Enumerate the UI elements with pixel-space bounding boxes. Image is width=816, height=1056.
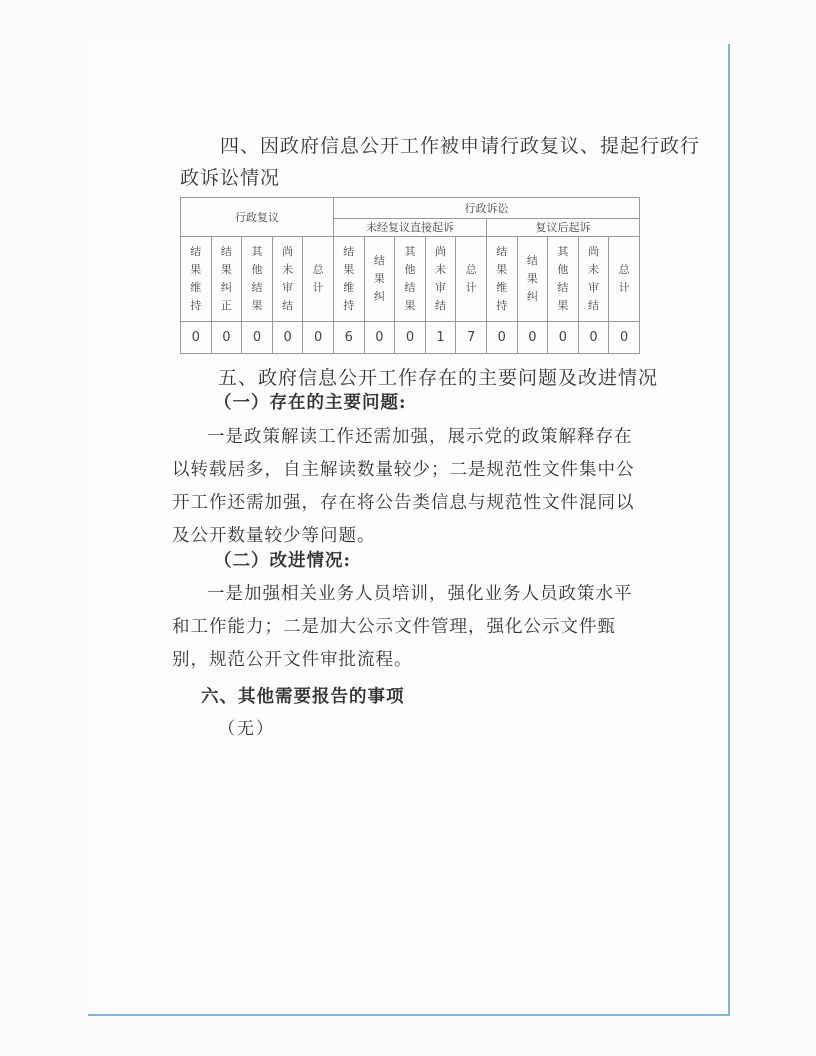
col-header: 结果维持 [333, 237, 364, 322]
section5-title: 五、政府信息公开工作存在的主要问题及改进情况 [218, 367, 659, 389]
table-cell: 0 [272, 321, 303, 353]
section6-content: （无） [218, 719, 275, 739]
header-admin-litigation: 行政诉讼 [333, 198, 639, 219]
table-cell: 0 [548, 321, 579, 353]
section4-title-line1: 四、因政府信息公开工作被申请行政复议、提起行政行 [220, 135, 701, 157]
table-cell: 7 [456, 321, 487, 353]
section5-para1: 一是政策解读工作还需加强，展示党的政策解释存在以转载居多，自主解读数量较少；二是规范性文件集中公开工作还需加强，存在将公告类信息与规范性文件混同以及公开数量较少等问题。 [172, 427, 635, 546]
table-cell: 0 [303, 321, 334, 353]
header-direct-suit: 未经复议直接起诉 [333, 218, 486, 237]
table-cell: 0 [242, 321, 273, 353]
col-header: 结果维持 [181, 237, 212, 322]
table-cell: 0 [578, 321, 609, 353]
table-cell: 0 [364, 321, 395, 353]
col-header: 总计 [456, 237, 487, 322]
section5-sub2: （二）改进情况: [214, 551, 351, 571]
section6-title: 六、其他需要报告的事项 [201, 687, 405, 707]
col-header: 结果纠 [517, 237, 548, 322]
section5-para2: 一是加强相关业务人员培训，强化业务人员政策水平和工作能力；二是加大公示文件管理，强化公示文件甄别，规范公开文件审批流程。 [172, 584, 633, 670]
table-cell: 6 [333, 321, 364, 353]
table-cell: 0 [609, 321, 640, 353]
section4-title-line2: 政诉讼情况 [180, 167, 281, 189]
col-header: 结果维持 [486, 237, 517, 322]
table-cell: 0 [181, 321, 212, 353]
table-cell: 0 [486, 321, 517, 353]
col-header: 总计 [609, 237, 640, 322]
litigation-table [180, 197, 640, 354]
col-header: 总计 [303, 237, 334, 322]
table-cell: 1 [425, 321, 456, 353]
table-cell: 0 [211, 321, 242, 353]
col-header: 尚未审结 [272, 237, 303, 322]
table-cell: 0 [517, 321, 548, 353]
col-header: 其他结果 [548, 237, 579, 322]
header-admin-review: 行政复议 [181, 198, 334, 237]
col-header: 其他结果 [395, 237, 426, 322]
table-cell: 0 [395, 321, 426, 353]
col-header: 结果纠正 [211, 237, 242, 322]
col-header: 尚未审结 [578, 237, 609, 322]
section5-sub1: （一）存在的主要问题: [214, 393, 407, 413]
col-header: 其他结果 [242, 237, 273, 322]
header-suit-after-review: 复议后起诉 [486, 218, 639, 237]
col-header: 结果纠 [364, 237, 395, 322]
col-header: 尚未审结 [425, 237, 456, 322]
